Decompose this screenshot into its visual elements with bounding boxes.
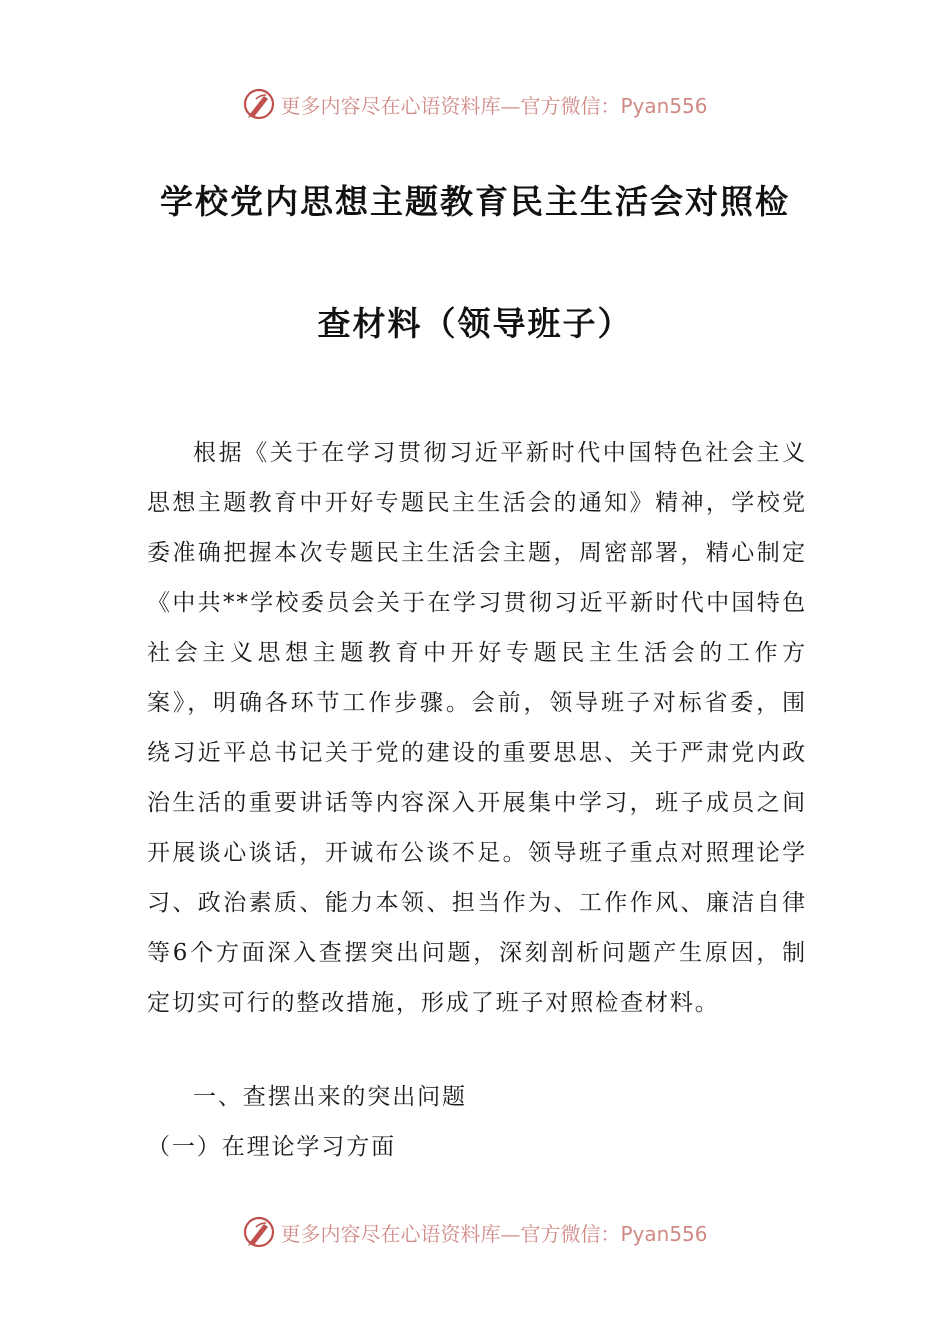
document-title-line2: 查材料（领导班子）: [317, 304, 633, 343]
body-paragraph: 根据《关于在学习贯彻习近平新时代中国特色社会主义思想主题教育中开好专题民主生活会的通知》精神，学校党委准确把握本次专题民主生活会主题，周密部署，精心制定《中共**学校委员会关于在学习贯彻习近平新时代中国特色社会主义思想主题教育中开好专题民主生活会的工作方案》，明确各环节工作步骤。会前，领导班子对标省委，围绕习近平总书记关于党的建设的重要思思、关于严肃党内政治生活的重要讲话等内容深入开展集中学习，班子成员之间开展谈心谈话，开诚布公谈不足。领导班子重点对照理论学习、政治素质、能力本领、担当作为、工作作风、廉洁自律等6个方面深入查摆突出问题，深刻剖析问题产生原因，制定切实可行的整改措施，形成了班子对照检查材料。: [147, 440, 807, 1016]
body-section: [147, 428, 807, 1028]
watermark-wechat-id: Pyan556: [620, 93, 708, 118]
watermark-text: [280, 90, 707, 119]
footer-watermark: [0, 1212, 950, 1252]
header-watermark: [0, 84, 950, 124]
watermark-prefix: 更多内容尽在心语资料库—官方微信：: [280, 1221, 621, 1246]
document-title-line1: 学校党内思想主题教育民主生活会对照检: [160, 182, 790, 221]
section-heading-1-1: （一）在理论学习方面: [147, 1134, 396, 1160]
pen-logo-icon: [242, 87, 276, 121]
watermark-text: [280, 1218, 707, 1247]
pen-logo-icon: [242, 1215, 276, 1249]
watermark-wechat-id: Pyan556: [620, 1221, 708, 1246]
watermark-prefix: 更多内容尽在心语资料库—官方微信：: [280, 93, 621, 118]
section-heading-1: 一、查摆出来的突出问题: [193, 1084, 467, 1110]
